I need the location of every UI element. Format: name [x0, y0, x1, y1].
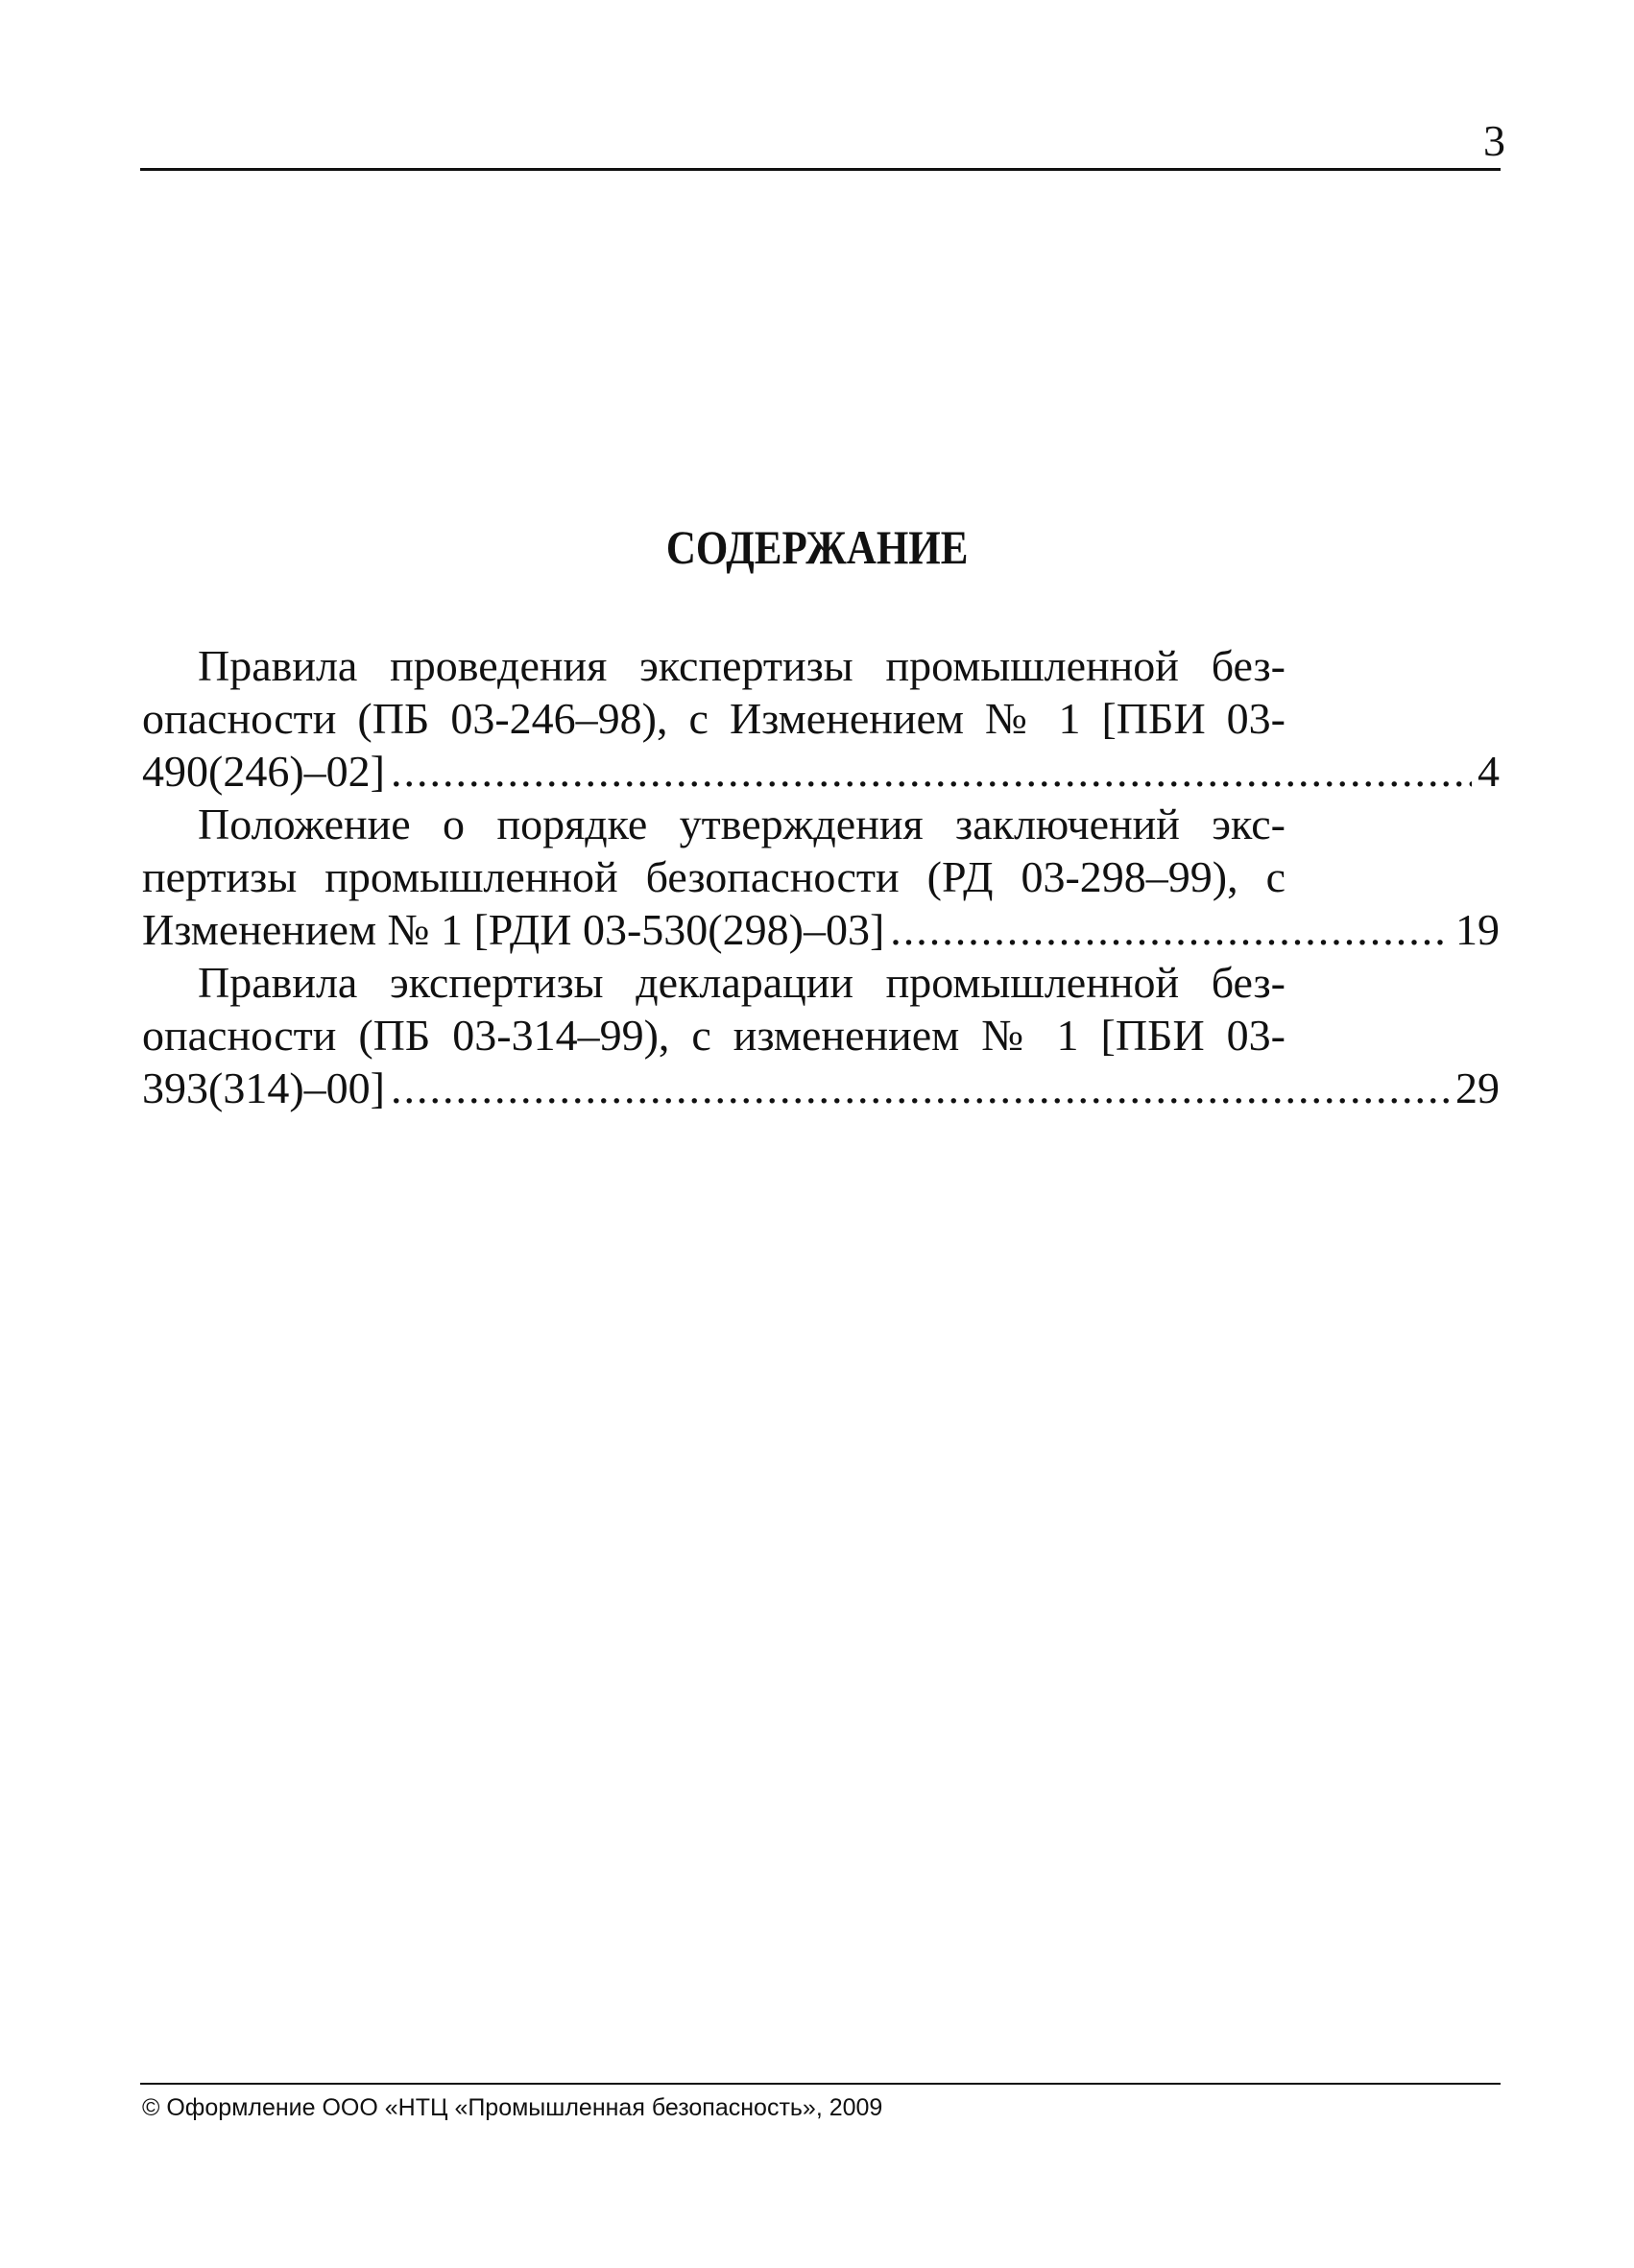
- toc-entry-line: 490(246)–02]: [142, 747, 385, 796]
- toc-page-number[interactable]: 19: [1455, 905, 1500, 954]
- toc-page-number[interactable]: 4: [1478, 747, 1500, 796]
- toc-entry-last-line: [142, 1062, 1500, 1114]
- toc-entry[interactable]: [142, 956, 1500, 1114]
- toc-entry-last-line: [142, 903, 1500, 956]
- page-number: 3: [1483, 116, 1505, 165]
- toc-entry-line: Правила проведения экспертизы промышленной без-: [198, 641, 1286, 690]
- toc-entry-line: опасности (ПБ 03-314–99), с изменением № 1 [ПБИ 03-: [142, 1011, 1286, 1060]
- toc-entry[interactable]: [142, 798, 1500, 956]
- toc-entry-line: опасности (ПБ 03-246–98), с Изменением № 1 [ПБИ 03-: [142, 694, 1286, 743]
- toc-entry-line: 393(314)–00]: [142, 1063, 385, 1112]
- footer-copyright: © Оформление ООО «НТЦ «Промышленная безопасность», 2009: [142, 2094, 883, 2121]
- toc-title: СОДЕРЖАНИЕ: [665, 520, 969, 574]
- toc-page-number[interactable]: 29: [1455, 1063, 1500, 1112]
- toc-entry[interactable]: [142, 639, 1500, 798]
- toc-entry-line: пертизы промышленной безопасности (РД 03-298–99), с: [142, 852, 1286, 901]
- header-rule: [140, 168, 1501, 171]
- toc-entry-line: Изменением № 1 [РДИ 03-530(298)–03]: [142, 905, 885, 954]
- toc-entry-line: Правила экспертизы декларации промышленной без-: [198, 958, 1286, 1007]
- footer-rule: [140, 2083, 1501, 2085]
- dot-leader: [890, 903, 1450, 956]
- toc-entry-last-line: [142, 745, 1500, 798]
- dot-leader: [391, 1062, 1450, 1114]
- toc-entry-line: Положение о порядке утверждения заключений экс-: [198, 800, 1286, 848]
- table-of-contents: [142, 639, 1500, 1114]
- dot-leader: [391, 745, 1472, 798]
